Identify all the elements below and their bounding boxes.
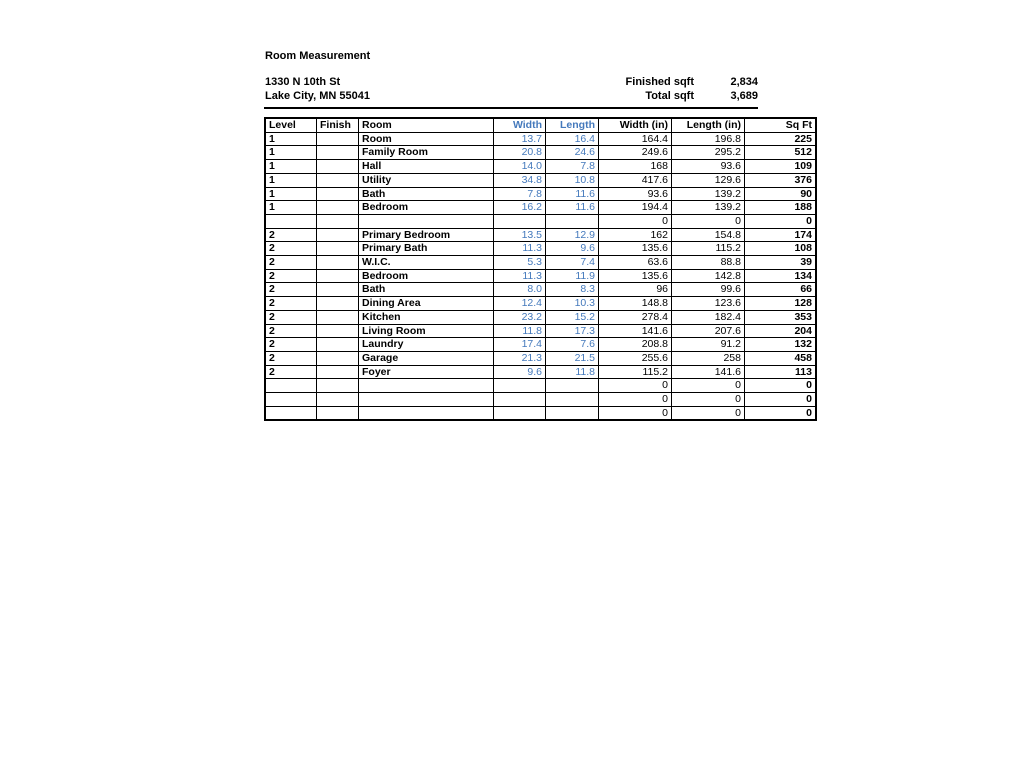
cell-length: 10.8: [546, 173, 599, 187]
cell-length-in: 123.6: [672, 297, 745, 311]
cell-width: 11.3: [494, 242, 546, 256]
cell-width-in: 417.6: [599, 173, 672, 187]
cell-length-in: 258: [672, 351, 745, 365]
cell-length-in: 0: [672, 406, 745, 420]
cell-width-in: 194.4: [599, 201, 672, 215]
cell-finish: [317, 338, 359, 352]
total-sqft-value: 3,689: [730, 90, 758, 102]
cell-sqft: 174: [745, 228, 817, 242]
cell-finish: [317, 173, 359, 187]
cell-room: Kitchen: [359, 310, 494, 324]
cell-finish: [317, 187, 359, 201]
cell-room: W.I.C.: [359, 256, 494, 270]
cell-sqft: 188: [745, 201, 817, 215]
cell-sqft: 0: [745, 379, 817, 393]
cell-level: [265, 393, 317, 407]
cell-sqft: 204: [745, 324, 817, 338]
cell-level: 2: [265, 310, 317, 324]
cell-length: [546, 406, 599, 420]
cell-level: 1: [265, 187, 317, 201]
table-row: [265, 338, 816, 352]
cell-finish: [317, 132, 359, 146]
cell-sqft: 108: [745, 242, 817, 256]
table-row: [265, 173, 816, 187]
cell-room: Bath: [359, 283, 494, 297]
cell-length: 7.4: [546, 256, 599, 270]
cell-length: [546, 393, 599, 407]
cell-width: 11.3: [494, 269, 546, 283]
cell-width: 23.2: [494, 310, 546, 324]
measurement-table: [264, 117, 817, 421]
table-row: [265, 228, 816, 242]
cell-sqft: 134: [745, 269, 817, 283]
cell-length: 16.4: [546, 132, 599, 146]
cell-sqft: 0: [745, 406, 817, 420]
cell-width-in: 141.6: [599, 324, 672, 338]
header-row: [265, 118, 816, 132]
cell-length: 8.3: [546, 283, 599, 297]
cell-room: Primary Bath: [359, 242, 494, 256]
table-row: [265, 201, 816, 215]
column-header-width-in: Width (in): [599, 118, 672, 132]
cell-length: 12.9: [546, 228, 599, 242]
cell-width-in: 63.6: [599, 256, 672, 270]
cell-width-in: 0: [599, 214, 672, 228]
cell-room: Dining Area: [359, 297, 494, 311]
cell-level: 2: [265, 351, 317, 365]
cell-finish: [317, 146, 359, 160]
cell-room: [359, 393, 494, 407]
cell-level: 2: [265, 297, 317, 311]
table-row: [265, 256, 816, 270]
finished-sqft-label: Finished sqft: [625, 76, 694, 88]
cell-sqft: 132: [745, 338, 817, 352]
cell-level: 2: [265, 324, 317, 338]
cell-finish: [317, 242, 359, 256]
cell-width: 16.2: [494, 201, 546, 215]
cell-width: 7.8: [494, 187, 546, 201]
cell-sqft: 0: [745, 214, 817, 228]
cell-finish: [317, 393, 359, 407]
cell-length-in: 295.2: [672, 146, 745, 160]
cell-width-in: 278.4: [599, 310, 672, 324]
cell-length-in: 154.8: [672, 228, 745, 242]
cell-length-in: 91.2: [672, 338, 745, 352]
cell-finish: [317, 283, 359, 297]
cell-sqft: 90: [745, 187, 817, 201]
table-row: [265, 365, 816, 379]
cell-length-in: 115.2: [672, 242, 745, 256]
cell-length: 9.6: [546, 242, 599, 256]
cell-sqft: 225: [745, 132, 817, 146]
cell-length: [546, 214, 599, 228]
cell-room: [359, 214, 494, 228]
cell-finish: [317, 228, 359, 242]
cell-room: [359, 379, 494, 393]
cell-width: [494, 379, 546, 393]
cell-sqft: 353: [745, 310, 817, 324]
cell-level: 1: [265, 173, 317, 187]
cell-width: 17.4: [494, 338, 546, 352]
cell-finish: [317, 324, 359, 338]
cell-length: 7.6: [546, 338, 599, 352]
cell-finish: [317, 214, 359, 228]
table-row: [265, 283, 816, 297]
measurement-table-body: [265, 132, 816, 420]
cell-width-in: 164.4: [599, 132, 672, 146]
cell-width: [494, 214, 546, 228]
cell-length-in: 182.4: [672, 310, 745, 324]
cell-level: 2: [265, 283, 317, 297]
cell-finish: [317, 406, 359, 420]
cell-width: 14.0: [494, 160, 546, 174]
cell-length: 7.8: [546, 160, 599, 174]
cell-level: [265, 379, 317, 393]
address-line-1: 1330 N 10th St: [265, 76, 341, 88]
cell-width-in: 162: [599, 228, 672, 242]
column-header-length: Length: [546, 118, 599, 132]
cell-finish: [317, 379, 359, 393]
cell-width-in: 249.6: [599, 146, 672, 160]
cell-width-in: 255.6: [599, 351, 672, 365]
column-header-room: Room: [359, 118, 494, 132]
cell-length-in: 196.8: [672, 132, 745, 146]
cell-sqft: 128: [745, 297, 817, 311]
cell-length-in: 139.2: [672, 187, 745, 201]
cell-width: 11.8: [494, 324, 546, 338]
cell-sqft: 0: [745, 393, 817, 407]
cell-length: 11.6: [546, 201, 599, 215]
cell-finish: [317, 201, 359, 215]
cell-length-in: 0: [672, 393, 745, 407]
table-row: [265, 187, 816, 201]
cell-width: 20.8: [494, 146, 546, 160]
total-sqft-label: Total sqft: [645, 90, 694, 102]
cell-room: Room: [359, 132, 494, 146]
cell-sqft: 376: [745, 173, 817, 187]
cell-length-in: 0: [672, 379, 745, 393]
cell-level: 2: [265, 365, 317, 379]
cell-sqft: 39: [745, 256, 817, 270]
cell-width-in: 148.8: [599, 297, 672, 311]
cell-width-in: 115.2: [599, 365, 672, 379]
table-row: [265, 242, 816, 256]
cell-room: Bath: [359, 187, 494, 201]
cell-sqft: 512: [745, 146, 817, 160]
table-row: [265, 214, 816, 228]
cell-width-in: 0: [599, 406, 672, 420]
cell-finish: [317, 310, 359, 324]
cell-finish: [317, 365, 359, 379]
cell-level: 1: [265, 201, 317, 215]
cell-width: 8.0: [494, 283, 546, 297]
cell-level: 2: [265, 269, 317, 283]
cell-room: Living Room: [359, 324, 494, 338]
cell-length: 11.8: [546, 365, 599, 379]
cell-width-in: 96: [599, 283, 672, 297]
page-title: Room Measurement: [265, 50, 371, 62]
cell-finish: [317, 351, 359, 365]
finished-sqft-value: 2,834: [730, 76, 758, 88]
cell-width-in: 0: [599, 393, 672, 407]
cell-length-in: 88.8: [672, 256, 745, 270]
cell-level: [265, 214, 317, 228]
cell-room: Utility: [359, 173, 494, 187]
cell-level: 2: [265, 242, 317, 256]
table-row: [265, 324, 816, 338]
cell-length-in: 207.6: [672, 324, 745, 338]
table-row: [265, 146, 816, 160]
cell-width-in: 135.6: [599, 269, 672, 283]
table-row: [265, 310, 816, 324]
column-header-length-in: Length (in): [672, 118, 745, 132]
table-row: [265, 351, 816, 365]
cell-room: Hall: [359, 160, 494, 174]
cell-finish: [317, 256, 359, 270]
cell-width: 34.8: [494, 173, 546, 187]
cell-sqft: 66: [745, 283, 817, 297]
column-header-width: Width: [494, 118, 546, 132]
cell-level: 2: [265, 338, 317, 352]
cell-length: 10.3: [546, 297, 599, 311]
cell-sqft: 458: [745, 351, 817, 365]
cell-room: Bedroom: [359, 269, 494, 283]
cell-level: 1: [265, 146, 317, 160]
cell-room: Laundry: [359, 338, 494, 352]
cell-width-in: 93.6: [599, 187, 672, 201]
cell-width: 21.3: [494, 351, 546, 365]
cell-sqft: 109: [745, 160, 817, 174]
cell-level: 1: [265, 160, 317, 174]
cell-room: [359, 406, 494, 420]
cell-width: [494, 406, 546, 420]
header-divider: [264, 107, 758, 109]
cell-width: 13.5: [494, 228, 546, 242]
table-row: [265, 160, 816, 174]
table-row: [265, 132, 816, 146]
cell-length: [546, 379, 599, 393]
column-header-level: Level: [265, 118, 317, 132]
cell-level: 2: [265, 256, 317, 270]
table-row: [265, 393, 816, 407]
table-row: [265, 269, 816, 283]
cell-length-in: 139.2: [672, 201, 745, 215]
cell-length-in: 99.6: [672, 283, 745, 297]
cell-length-in: 142.8: [672, 269, 745, 283]
cell-length: 11.9: [546, 269, 599, 283]
cell-level: 2: [265, 228, 317, 242]
cell-finish: [317, 297, 359, 311]
cell-width-in: 168: [599, 160, 672, 174]
table-row: [265, 379, 816, 393]
cell-room: Garage: [359, 351, 494, 365]
cell-length-in: 141.6: [672, 365, 745, 379]
address-line-2: Lake City, MN 55041: [265, 90, 370, 102]
cell-length: 17.3: [546, 324, 599, 338]
cell-room: Foyer: [359, 365, 494, 379]
table-row: [265, 406, 816, 420]
cell-room: Bedroom: [359, 201, 494, 215]
cell-width-in: 0: [599, 379, 672, 393]
cell-width: 12.4: [494, 297, 546, 311]
table-row: [265, 297, 816, 311]
cell-width-in: 208.8: [599, 338, 672, 352]
cell-finish: [317, 269, 359, 283]
cell-level: [265, 406, 317, 420]
cell-room: Family Room: [359, 146, 494, 160]
cell-length: 21.5: [546, 351, 599, 365]
cell-length: 24.6: [546, 146, 599, 160]
cell-length-in: 0: [672, 214, 745, 228]
cell-length-in: 129.6: [672, 173, 745, 187]
cell-width: 9.6: [494, 365, 546, 379]
cell-room: Primary Bedroom: [359, 228, 494, 242]
column-header-finish: Finish: [317, 118, 359, 132]
column-header-sqft: Sq Ft: [745, 118, 817, 132]
cell-length-in: 93.6: [672, 160, 745, 174]
cell-width: 5.3: [494, 256, 546, 270]
cell-width: 13.7: [494, 132, 546, 146]
cell-width: [494, 393, 546, 407]
cell-length: 11.6: [546, 187, 599, 201]
cell-finish: [317, 160, 359, 174]
cell-length: 15.2: [546, 310, 599, 324]
cell-sqft: 113: [745, 365, 817, 379]
cell-level: 1: [265, 132, 317, 146]
cell-width-in: 135.6: [599, 242, 672, 256]
